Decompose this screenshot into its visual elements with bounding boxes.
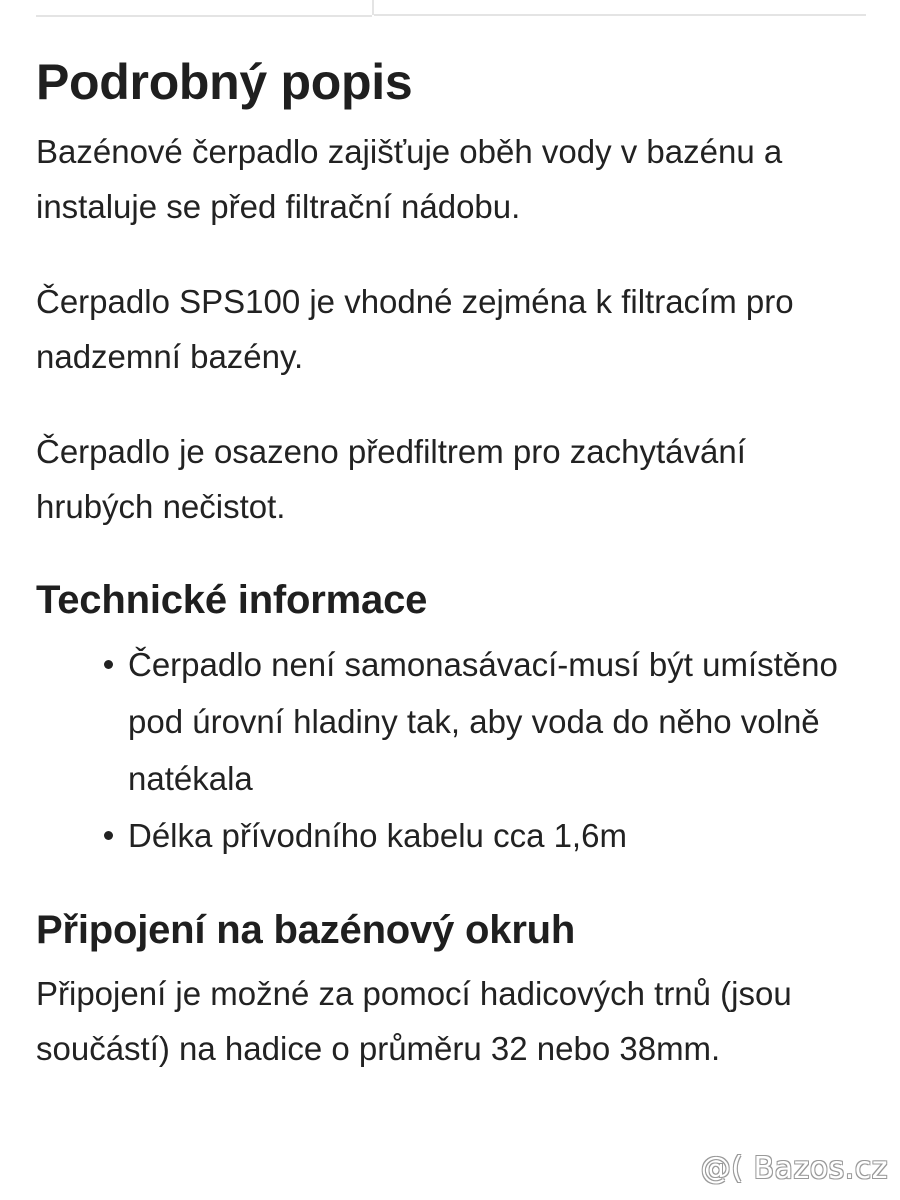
technical-heading: Technické informace (36, 578, 428, 622)
list-item (128, 807, 856, 864)
description-heading: Podrobný popis (36, 54, 413, 110)
product-details (36, 52, 856, 1116)
description-paragraph: Bazénové čerpadlo zajišťuje oběh vody v bazénu a instaluje se před filtrační nádobu. (36, 133, 783, 225)
connection-paragraph: Připojení je možné za pomocí hadicových trnů (jsou součástí) na hadice o průměru 32 nebo 38mm. (36, 975, 792, 1067)
tab-description[interactable] (36, 0, 372, 17)
tab-bar (0, 0, 900, 16)
description-paragraph: Čerpadlo SPS100 je vhodné zejména k filtracím pro nadzemní bazény. (36, 283, 794, 375)
technical-list (36, 636, 856, 864)
list-item-text: Čerpadlo není samonasávací-musí být umístěno pod úrovní hladiny tak, aby voda do něho volně natékala (128, 646, 838, 797)
bullet-icon (104, 660, 113, 669)
bazos-watermark: @( Bazos.cz (700, 1151, 888, 1186)
list-item-text: Délka přívodního kabelu cca 1,6m (128, 817, 627, 854)
list-item (128, 636, 856, 807)
bullet-icon (104, 831, 113, 840)
description-paragraph: Čerpadlo je osazeno předfiltrem pro zachytávání hrubých nečistot. (36, 433, 746, 525)
tab-other[interactable] (374, 0, 866, 16)
connection-heading: Připojení na bazénový okruh (36, 908, 576, 952)
